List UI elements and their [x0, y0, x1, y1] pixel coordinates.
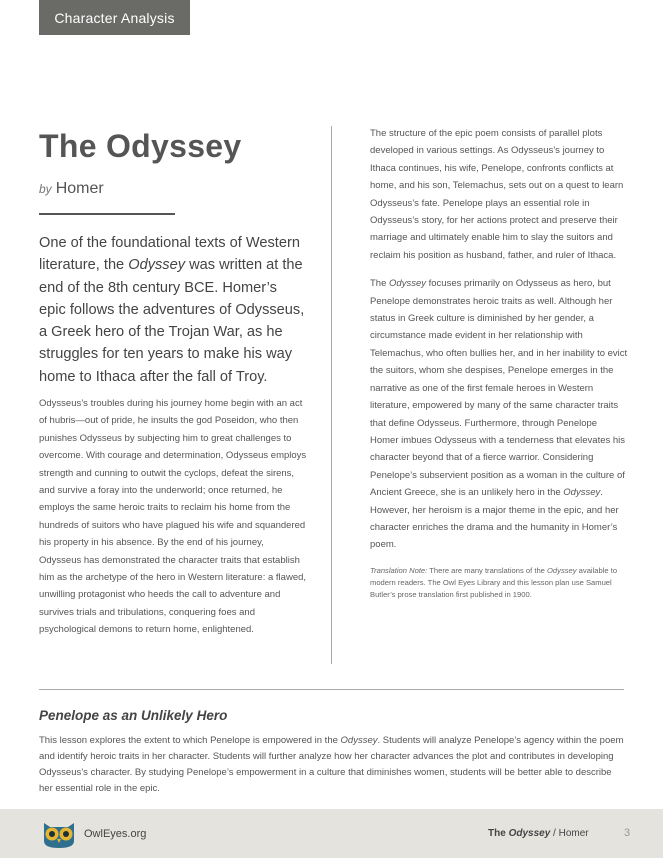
page-footer — [0, 809, 663, 858]
lead-paragraph: One of the foundational texts of Western literature, the Odyssey was written at the end of the 8th century BCE. Homer’s epic follows the adventures of Odysseus, a Greek hero of the Trojan War, as he struggles for ten years to make his way home to Ithaca after the fall of Troy. — [39, 235, 305, 385]
byline-prefix: by — [39, 182, 52, 196]
body-paragraph-penelope: The Odyssey focuses primarily on Odysseus as hero, but Penelope demonstrates heroic traits as well. Although her status in Greek culture is diminished by her gender, a circumstance made evident in her relationship with Telemachus, who often bullies her, and in her inability to evict the suitors, whom she despises, Penelope emerges in the narrative as one of the first female heroes in Western literature, empowered by many of the same character traits that define Odysseus. Furthermore, through Penelope Homer imbues Odysseus with a tenderness that elevates his character beyond that of a fierce warrior. Considering Penelope’s subservient position as a woman in the culture of Ancient Greece, she is an unlikely hero in the Odyssey. However, her heroism is a major theme in the epic, and her character enriches the drama and the humanity in Homer’s poem. — [370, 278, 628, 551]
brand-name: OwlEyes.org — [84, 828, 147, 840]
byline — [39, 180, 104, 198]
author-name: Homer — [55, 180, 104, 197]
section-heading: Penelope as an Unlikely Hero — [39, 708, 228, 723]
page-number: 3 — [624, 827, 631, 839]
footer-book-title: The Odyssey / Homer — [488, 828, 589, 839]
translation-note: Translation Note: There are many translations of the Odyssey available to modern readers. The Owl Eyes Library and this lesson plan use Samuel Butler’s prose translation first published in 1900. — [370, 565, 618, 599]
page-title: The Odyssey — [39, 128, 242, 164]
section-tag: Character Analysis — [39, 0, 190, 35]
right-column — [370, 125, 628, 600]
section-divider — [39, 689, 624, 690]
body-paragraph-structure: The structure of the epic poem consists of parallel plots developed in various settings. As Odysseus’s journey to Ithaca continues, his wife, Penelope, confronts conflicts at home, and his son, Telemachus, sets out on a quest to learn Odysseus’s fate. Penelope plays an essential role in Odysseus’s story, for her actions protect and preserve their marriage and ultimately enable him to slay the suitors and reclaim his position as husband, father, and ruler of Ithaca. — [370, 128, 624, 261]
owl-logo-icon — [40, 819, 78, 849]
column-divider — [331, 126, 332, 664]
title-divider — [39, 213, 175, 215]
section-paragraph: This lesson explores the extent to which Penelope is empowered in the Odyssey. Students will analyze Penelope’s agency within the poem and identify heroic traits in her character. Students will further analyze how her character advances the plot and contributes in developing Odysseus’s character. By studying Penelope’s empowerment in a culture that diminishes women, students will be better able to describe her essential role in the epic. — [39, 735, 624, 794]
body-paragraph-left: Odysseus’s troubles during his journey home begin with an act of hubris—out of pride, he insults the god Poseidon, who then punishes Odysseus by subjecting him to great challenges to overcome. With courage and determination, Odysseus employs strength and cunning to outwit the cyclops, defeat the sirens, and survive a foray into the underworld; once returned, he employs the same heroic traits to reclaim his home from the hundreds of suitors who have plagued his wife and squandered his property in his absence. By the end of his journey, Odysseus has demonstrated the character traits that establish him as the archetype of the hero in Western literature: a flawed, unwilling protagonist who heeds the call to adventure and survives trials and tribulations, conquering foes and psychological demons to return home, enlightened. — [39, 398, 307, 636]
